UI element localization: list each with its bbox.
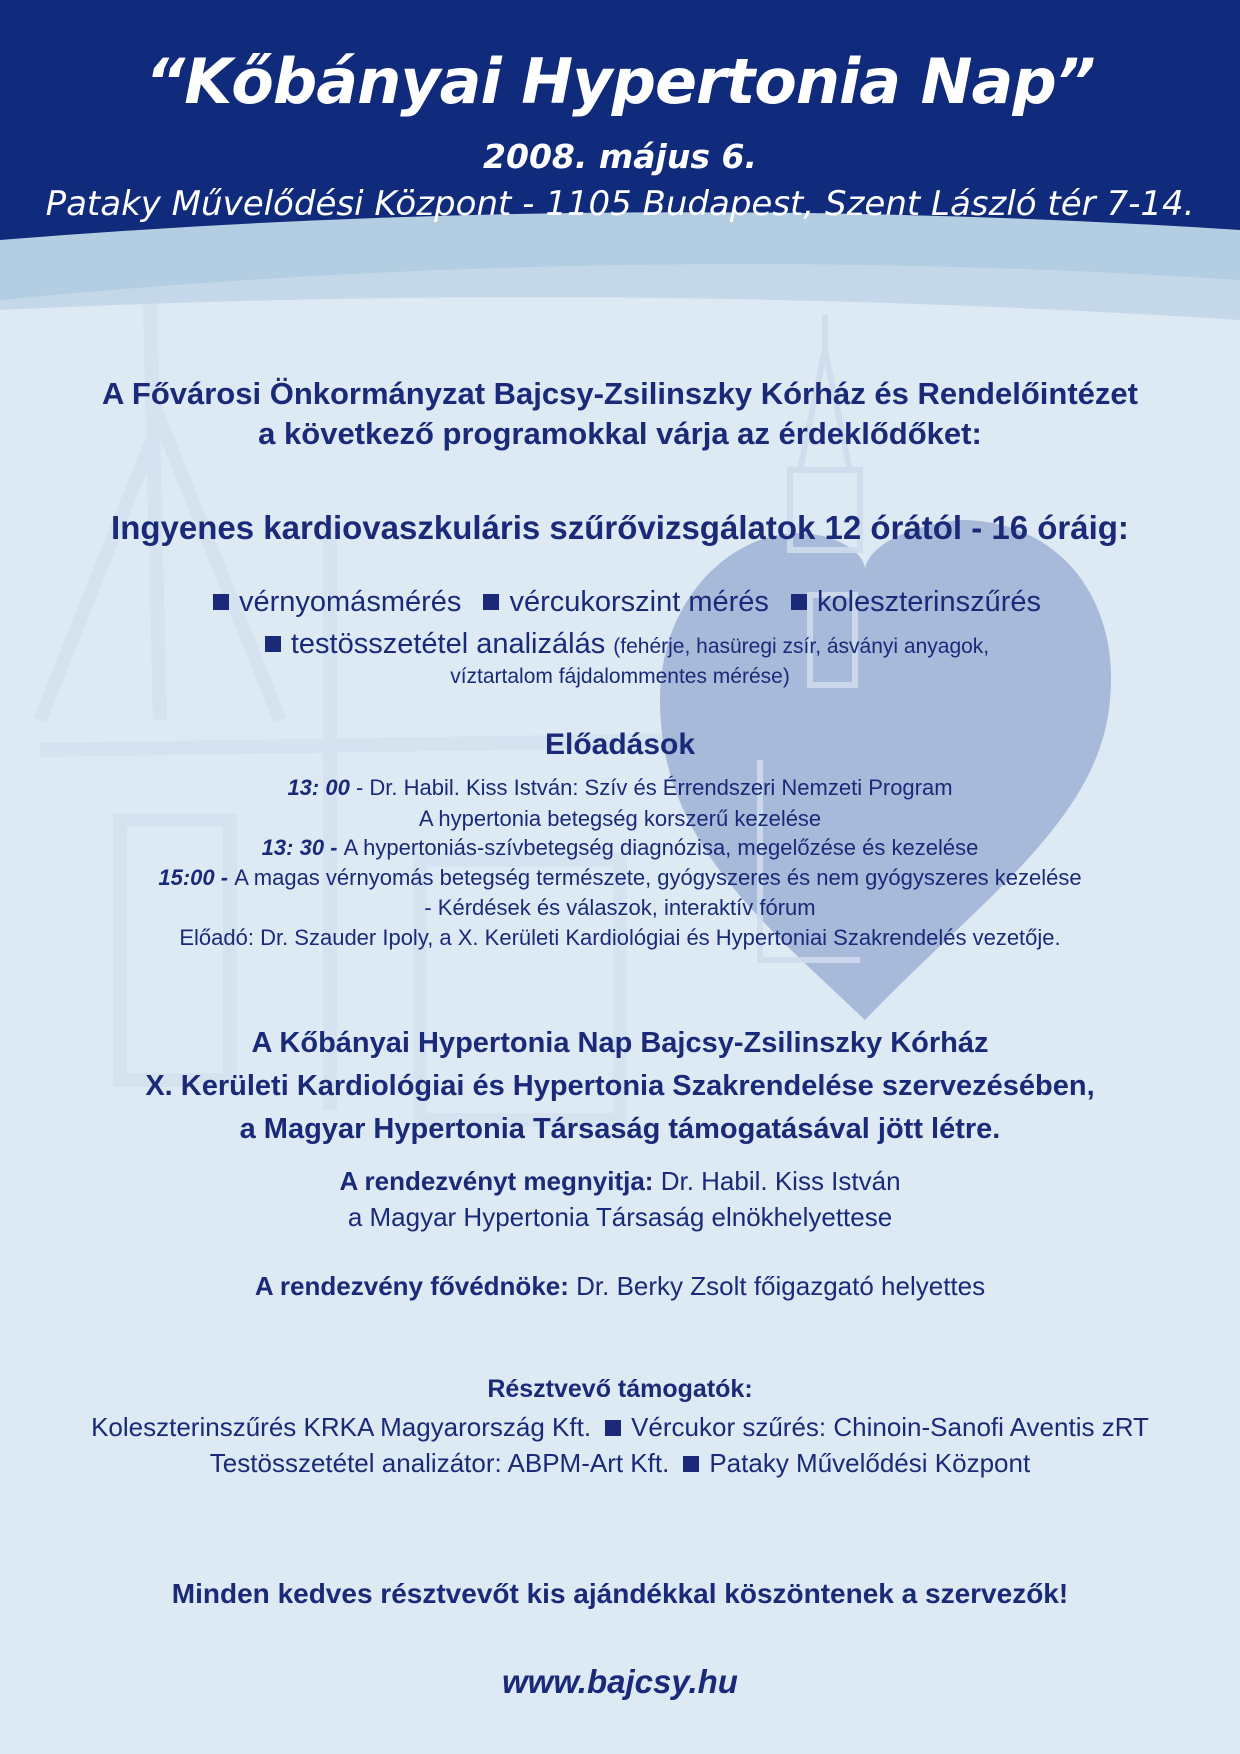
event-date: 2008. május 6. [483,137,757,176]
screening-heading: Ingyenes kardiovaszkuláris szűrővizsgálatok 12 órától - 16 óráig: [111,509,1129,546]
services-row-1 [0,586,1240,619]
lecture-line [0,775,1240,801]
lecture-line [0,806,1240,832]
service-item: vércukorszint mérés [509,586,769,618]
supporters-row-1 [0,1412,1240,1443]
lecture-text: A magas vérnyomás betegség természete, gyógyszeres és nem gyógyszeres kezelése [234,865,1082,890]
lecture-text: A hypertoniás-szívbetegség diagnózisa, megelőzése és kezelése [343,835,979,860]
lecture-time: 13: 30 - [261,835,344,860]
opening-label: A rendezvényt megnyitja: [339,1166,654,1196]
patron-label: A rendezvény fővédnöke: [254,1271,569,1301]
closing-message: Minden kedves résztvevőt kis ajándékkal köszöntenek a szervezők! [171,1578,1069,1609]
lecture-presenter: Előadó: Dr. Szauder Ipoly, a X. Kerületi Kardiológiai és Hypertoniai Szakrendelés vezetője. [179,925,1061,950]
service-note-line-2: víztartalom fájdalommentes mérése) [450,665,790,688]
opening-name: Dr. Habil. Kiss István [653,1166,901,1196]
patron-line [0,1271,1240,1302]
service-item: vérnyomásmérés [238,586,462,618]
supporter-item: Testösszetétel analizátor: ABPM-Art Kft. [209,1448,670,1478]
opening-role: a Magyar Hypertonia Társaság elnökhelyettese [347,1202,893,1232]
supporter-item: Pataky Művelődési Központ [709,1448,1031,1478]
service-item: testösszetétel analizálás [290,628,606,660]
square-bullet-icon [683,1456,699,1472]
lecture-line [0,865,1240,891]
lecture-text: A hypertonia betegség korszerű kezelése [418,806,822,831]
lecture-text: - Dr. Habil. Kiss István: Szív és Érrendszeri Nemzeti Program [349,775,953,800]
square-bullet-icon [213,594,229,610]
lecture-line [0,835,1240,861]
supporters-heading: Résztvevő támogatók: [487,1375,753,1403]
organizers-line-1: A Kőbányai Hypertonia Nap Bajcsy-Zsilinszky Kórház [251,1027,989,1059]
event-title: “Kőbányai Hypertonia Nap” [145,45,1095,118]
square-bullet-icon [791,594,807,610]
organizers-line-3: a Magyar Hypertonia Társaság támogatásával jött létre. [239,1113,1001,1145]
supporters-row-2 [0,1448,1240,1479]
lecture-text: - Kérdések és válaszok, interaktív fórum [424,895,816,920]
lectures-heading: Előadások [544,728,696,761]
website-link[interactable]: www.bajcsy.hu [502,1663,738,1700]
square-bullet-icon [483,594,499,610]
supporter-item: Koleszterinszűrés KRKA Magyarország Kft. [91,1412,592,1442]
square-bullet-icon [605,1420,621,1436]
lecture-time: 15:00 - [158,865,235,890]
patron-name: Dr. Berky Zsolt főigazgató helyettes [568,1271,986,1301]
organizers-line-2: X. Kerületi Kardiológiai és Hypertonia Szakrendelése szervezésében, [145,1070,1095,1102]
square-bullet-icon [265,636,281,652]
event-venue: Pataky Művelődési Központ - 1105 Budapest, Szent László tér 7-14. [45,184,1195,224]
lecture-time: 13: 00 [287,775,350,800]
host-line-1: A Fővárosi Önkormányzat Bajcsy-Zsilinszky Kórház és Rendelőintézet [102,376,1138,411]
service-note: (fehérje, hasüregi zsír, ásványi anyagok, [613,635,990,658]
opening-line [0,1166,1240,1197]
lecture-line [0,895,1240,921]
services-row-2 [0,628,1240,661]
host-line-2: a következő programokkal várja az érdeklődőket: [258,416,982,451]
supporter-item: Vércukor szűrés: Chinoin-Sanofi Aventis zRT [631,1412,1149,1442]
service-item: koleszterinszűrés [816,586,1042,618]
